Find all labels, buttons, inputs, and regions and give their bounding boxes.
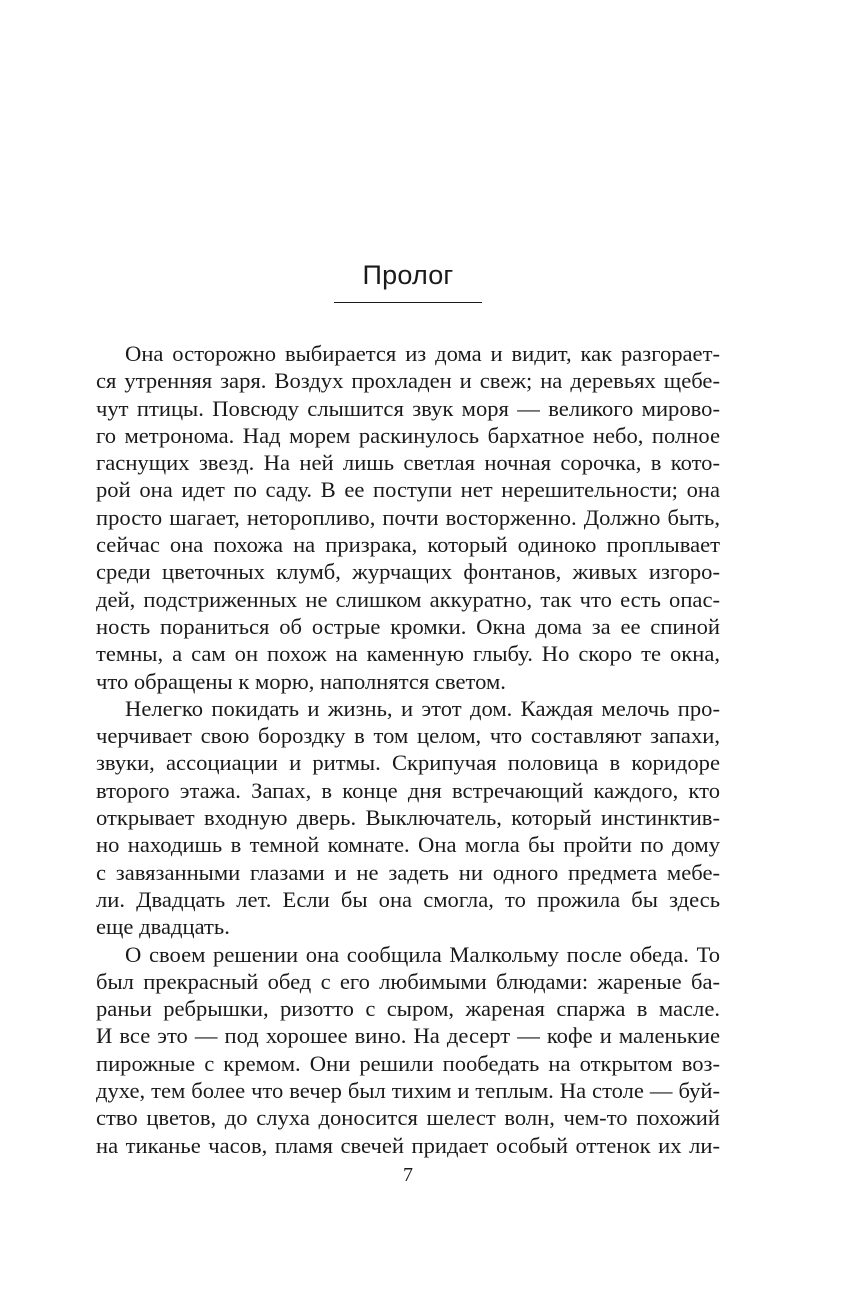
text-line: открывает входную дверь. Выключатель, который инстинктив- xyxy=(96,805,720,831)
text-line: пирожные с кремом. Они решили пообедать на открытом воз- xyxy=(96,1050,720,1076)
text-line: ся утренняя заря. Воздух прохладен и свеж; на деревьях щебе- xyxy=(96,368,720,394)
text-line: звуки, ассоциации и ритмы. Скрипучая половица в коридоре xyxy=(96,750,720,776)
text-line: сейчас она похожа на призрака, который одиноко проплывает xyxy=(96,532,720,558)
page-number: 7 xyxy=(403,1164,413,1186)
text-line: что обращены к морю, наполнятся светом. xyxy=(96,668,506,694)
text-line: чут птицы. Повсюду слышится звук моря — великого мирово- xyxy=(96,395,720,421)
text-line: рой она идет по саду. В ее поступи нет нерешительности; она xyxy=(96,477,720,503)
text-line: черчивает свою бороздку в том целом, что составляют запахи, xyxy=(96,723,720,749)
text-line: И все это — под хорошее вино. На десерт — кофе и маленькие xyxy=(96,1023,720,1049)
text-line: духе, тем более что вечер был тихим и теплым. На столе — буй- xyxy=(96,1078,720,1104)
text-line: О своем решении она сообщила Малкольму после обеда. То xyxy=(125,941,720,967)
text-line: был прекрасный обед с его любимыми блюдами: жареные ба- xyxy=(96,968,720,994)
text-line: с завязанными глазами и не задеть ни одного предмета мебе- xyxy=(96,859,720,885)
text-line: дей, подстриженных не слишком аккуратно, так что есть опас- xyxy=(96,586,720,612)
text-line: на тиканье часов, пламя свечей придает особый оттенок их ли- xyxy=(96,1132,720,1158)
text-line: просто шагает, неторопливо, почти восторженно. Должно быть, xyxy=(96,504,720,530)
text-line: ность пораниться об острые кромки. Окна дома за ее спиной xyxy=(96,613,720,639)
text-line: ство цветов, до слуха доносится шелест волн, чем-то похожий xyxy=(96,1105,720,1131)
text-line: раньи ребрышки, ризотто с сыром, жареная спаржа в масле. xyxy=(96,996,720,1022)
text-line: Нелегко покидать и жизнь, и этот дом. Каждая мелочь про- xyxy=(125,695,720,721)
text-line: го метронома. Над морем раскинулось бархатное небо, полное xyxy=(96,422,720,448)
text-line: среди цветочных клумб, журчащих фонтанов, живых изгоро- xyxy=(96,559,720,585)
text-line: Она осторожно выбирается из дома и видит, как разгорает- xyxy=(125,341,720,366)
text-line: темны, а сам он похож на каменную глыбу. Но скоро те окна, xyxy=(96,641,720,667)
title-underline xyxy=(334,302,482,303)
text-line: ли. Двадцать лет. Если бы она смогла, то прожила бы здесь xyxy=(96,886,720,912)
text-line: второго этажа. Запах, в конце дня встречающий каждого, кто xyxy=(96,777,720,803)
text-line: но находишь в темной комнате. Она могла бы пройти по дому xyxy=(96,832,720,858)
text-line: гаснущих звезд. На ней лишь светлая ночная сорочка, в кото- xyxy=(96,450,720,476)
text-line: еще двадцать. xyxy=(96,914,230,940)
body-text xyxy=(96,340,720,1159)
chapter-title: Пролог xyxy=(362,260,454,290)
